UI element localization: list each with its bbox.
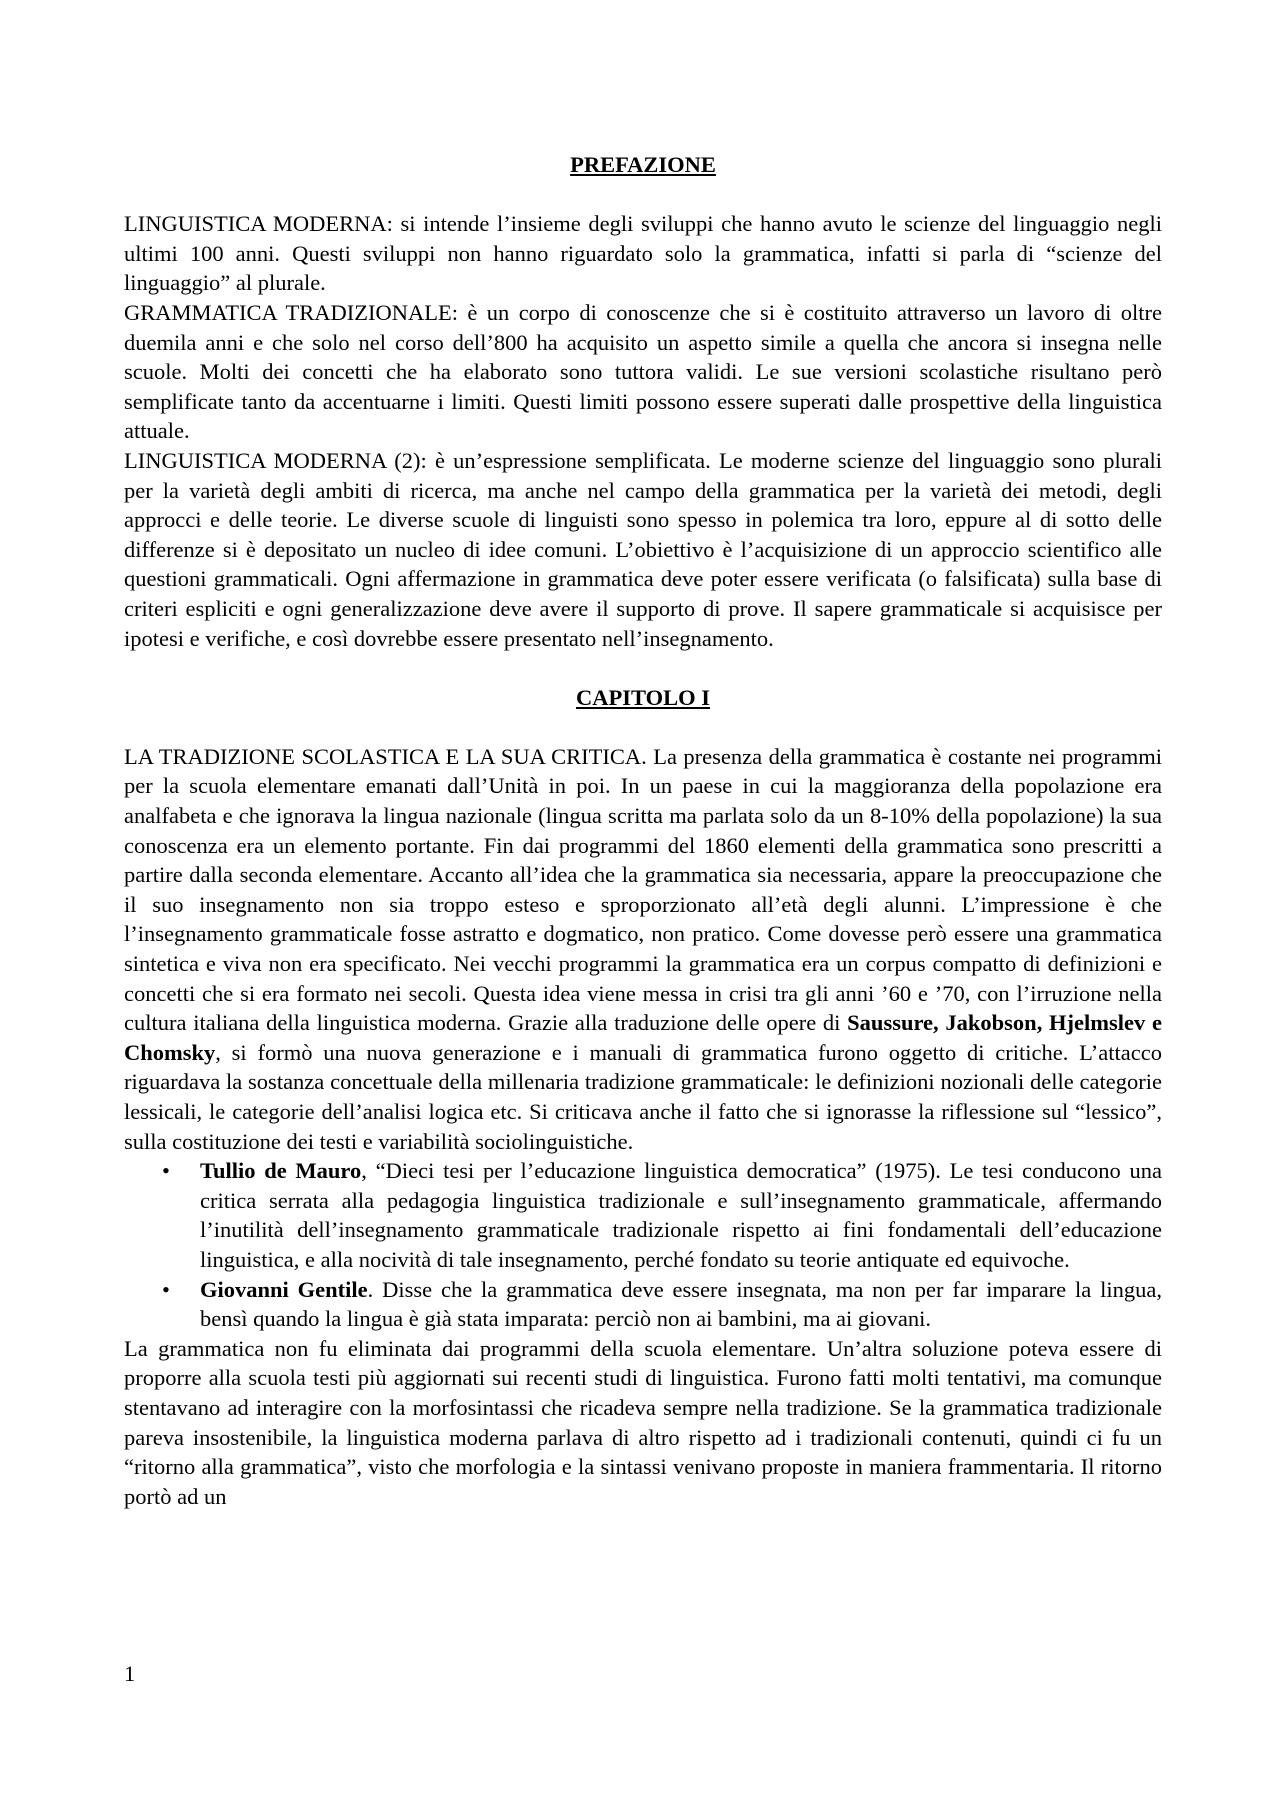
- list-item-author: Tullio de Mauro: [200, 1158, 362, 1184]
- bullet-icon: •: [162, 1276, 170, 1302]
- list-item-author: Giovanni Gentile: [200, 1276, 368, 1302]
- chapter-title: CAPITOLO I: [576, 684, 710, 710]
- chapter-intro-paragraph: [124, 742, 1162, 1156]
- preface-paragraph-2: GRAMMATICA TRADIZIONALE: è un corpo di conoscenze che si è costituito attraverso un lavoro di oltre duemila anni e che solo nel corso dell’800 ha acquisito un aspetto simile a quella che ancora si insegna nelle scuole. Molti dei concetti che ha elaborato sono tuttora validi. Le sue versioni scolastiche risultano però semplificate tanto da accentuarne i limiti. Questi limiti possono essere superati dalle prospettive della linguistica attuale.: [124, 299, 1162, 444]
- preface-title: PREFAZIONE: [570, 152, 716, 177]
- spacer: [124, 180, 1162, 210]
- list-item-text: , “Dieci tesi per l’educazione linguistica democratica” (1975). Le tesi conducono una critica serrata alla pedagogia linguistica tradizionale e sull’insegnamento grammaticale, affermando l’inutilità dell’insegnamento grammaticale tradizionale rispetto ai fini fondamentali dell’educazione linguistica, e alla nocività di tale insegnamento, perché fondato su teorie antiquate ed equivoche.: [200, 1158, 1163, 1272]
- bullet-list: [124, 1156, 1162, 1334]
- list-item: [124, 1156, 1162, 1274]
- list-item-text: . Disse che la grammatica deve essere insegnata, ma non per far imparare la lingua, bensì quando la lingua è già stata imparata: perciò non ai bambini, ma ai giovani.: [200, 1276, 1162, 1332]
- list-item: [124, 1275, 1162, 1334]
- bullet-icon: •: [162, 1158, 170, 1184]
- page-number: 1: [124, 1661, 136, 1686]
- preface-paragraph-3: LINGUISTICA MODERNA (2): è un’espressione semplificata. Le moderne scienze del linguaggio sono plurali per la varietà degli ambiti di ricerca, ma anche nel campo della grammatica per la varietà dei metodi, degli approcci e delle teorie. Le diverse scuole di linguisti sono spesso in polemica tra loro, eppure al di sotto delle differenze si è depositato un nucleo di idee comuni. L’obiettivo è l’acquisizione di un approccio scientifico alle questioni grammaticali. Ogni affermazione in grammatica deve poter essere verificata (o falsificata) sulla base di criteri espliciti e ogni generalizzazione deve avere il supporto di prove. Il sapere grammaticale si acquisisce per ipotesi e verifiche, e così dovrebbe essere presentato nell’insegnamento.: [124, 447, 1162, 651]
- preface-paragraph-1: LINGUISTICA MODERNA: si intende l’insieme degli sviluppi che hanno avuto le scienze del linguaggio negli ultimi 100 anni. Questi sviluppi non hanno riguardato solo la grammatica, infatti si parla di “scienze del linguaggio” al plurale.: [124, 211, 1162, 296]
- page-content: [124, 150, 1162, 1511]
- chapter-intro-authors: Saussure, Jakobson, Hjelmslev e Chomsky: [124, 1010, 1163, 1065]
- spacer: [124, 712, 1162, 742]
- chapter-intro-text-continued: , si formò una nuova generazione e i manuali di grammatica furono oggetto di critiche. L’attacco riguardava la sostanza concettuale della millenaria tradizione grammaticale: le definizioni nozionali delle categorie lessicali, le categorie dell’analisi logica etc. Si criticava anche il fatto che si ignorasse la riflessione sul “lessico”, sulla costituzione dei testi e variabilità sociolinguistiche.: [124, 1039, 1162, 1154]
- chapter-closing-paragraph: La grammatica non fu eliminata dai programmi della scuola elementare. Un’altra soluzione poteva essere di proporre alla scuola testi più aggiornati sui recenti studi di linguistica. Furono fatti molti tentativi, ma comunque stentavano ad interagire con la morfosintassi che ricadeva sempre nella tradizione. Se la grammatica tradizionale pareva insostenibile, la linguistica moderna parlava di altro rispetto ad i tradizionali contenuti, quindi ci fu un “ritorno alla grammatica”, visto che morfologia e la sintassi venivano proposte in maniera frammentaria. Il ritorno portò ad un: [124, 1335, 1162, 1509]
- chapter-intro-text: LA TRADIZIONE SCOLASTICA E LA SUA CRITICA. La presenza della grammatica è costante nei programmi per la scuola elementare emanati dall’Unità in poi. In un paese in cui la maggioranza della popolazione era analfabeta e che ignorava la lingua nazionale (lingua scritta ma parlata solo da un 8-10% della popolazione) la sua conoscenza era un elemento portante. Fin dai programmi del 1860 elementi della grammatica sono prescritti a partire dalla seconda elementare. Accanto all’idea che la grammatica sia necessaria, appare la preoccupazione che il suo insegnamento non sia troppo esteso e sproporzionato all’età degli alunni. L’impressione è che l’insegnamento grammaticale fosse astratto e dogmatico, non pratico. Come dovesse però essere una grammatica sintetica e viva non era specificato. Nei vecchi programmi la grammatica era un corpus compatto di definizioni e concetti che si era formato nei secoli. Questa idea viene messa in crisi tra gli anni ’60 e ’70, con l’irruzione nella cultura italiana della linguistica moderna. Grazie alla traduzione delle opere di: [124, 743, 1162, 1036]
